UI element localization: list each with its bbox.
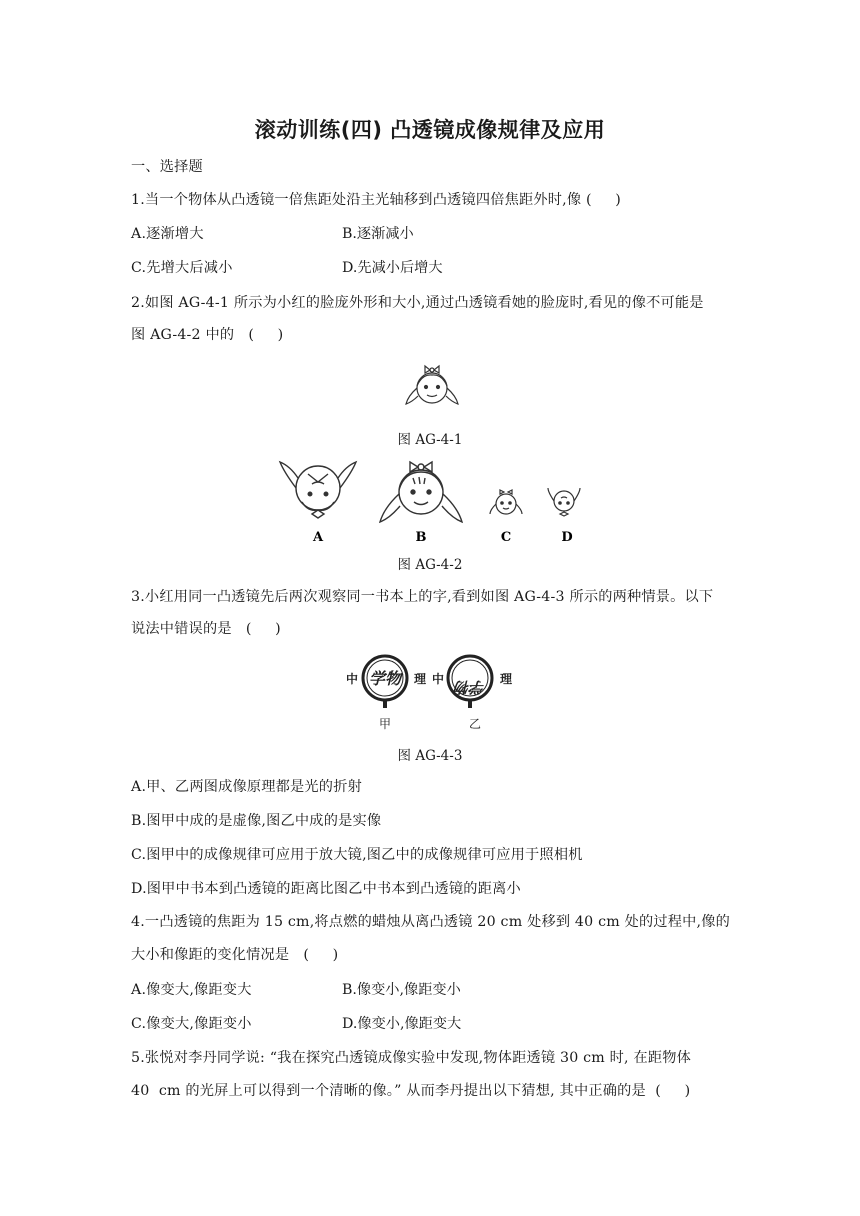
question-2-stem-line2: 图 AG-4-2 中的 ( ) — [131, 327, 284, 343]
q3-option-a: A.甲、乙两图成像原理都是光的折射 — [131, 779, 362, 795]
question-4-stem-line1: 4.一凸透镜的焦距为 15 cm,将点燃的蜡烛从离凸透镜 20 cm 处移到 40 cm 处的过程中,像的 — [131, 914, 731, 930]
q4-option-d: D.像变小,像距变大 — [342, 1016, 462, 1032]
q4-option-a: A.像变大,像距变大 — [131, 982, 252, 998]
q3-option-d: D.图甲中书本到凸透镜的距离比图乙中书本到凸透镜的距离小 — [131, 881, 521, 897]
section-heading: 一、选择题 — [131, 159, 203, 175]
text-right-char-1: 理 — [414, 672, 427, 686]
label-yi: 乙 — [468, 717, 482, 731]
text-left-char-2: 中 — [432, 672, 445, 686]
label-jia: 甲 — [378, 717, 392, 731]
figure-ag-4-3-caption: 图 AG-4-3 — [397, 748, 463, 764]
magnified-text-yi-inverted: 学物 — [454, 678, 486, 696]
q1-option-a: A.逐渐增大 — [131, 226, 204, 242]
question-3-stem-line2: 说法中错误的是 ( ) — [131, 621, 281, 637]
q1-option-d: D.先减小后增大 — [342, 260, 443, 276]
page-title: 滚动训练(四) 凸透镜成像规律及应用 — [254, 118, 606, 142]
figure-ag-4-1-caption: 图 AG-4-1 — [397, 432, 463, 448]
q1-option-b: B.逐渐减小 — [342, 226, 414, 242]
q1-option-c: C.先增大后减小 — [131, 260, 233, 276]
magnified-text-jia: 学物 — [368, 669, 402, 688]
q3-option-c: C.图甲中的成像规律可应用于放大镜,图乙中的成像规律可应用于照相机 — [131, 847, 583, 863]
option-a-upside-down-face — [280, 462, 356, 518]
option-b-label: B — [415, 530, 427, 544]
q4-option-c: C.像变大,像距变小 — [131, 1016, 252, 1032]
text-right-char-2: 理 — [500, 672, 513, 686]
option-d-label: D — [561, 530, 573, 544]
option-c-small-face — [490, 490, 522, 514]
question-1-stem: 1.当一个物体从凸透镜一倍焦距处沿主光轴移到凸透镜四倍焦距外时,像 ( ) — [131, 192, 622, 208]
option-c-label: C — [500, 530, 512, 544]
figure-ag-4-2-caption: 图 AG-4-2 — [397, 557, 463, 573]
image-options-figure — [272, 452, 592, 544]
magnifier-figure — [340, 650, 520, 734]
question-5-stem-line2: 40 cm 的光屏上可以得到一个清晰的像。” 从而李丹提出以下猜想, 其中正确的是 ( ) — [131, 1083, 691, 1099]
girl-face-figure — [400, 358, 464, 414]
option-b-large-face — [380, 462, 462, 522]
option-a-label: A — [312, 530, 324, 544]
question-2-stem-line1: 2.如图 AG-4-1 所示为小红的脸庞外形和大小,通过凸透镜看她的脸庞时,看见的像不可能是 — [131, 295, 704, 311]
question-4-stem-line2: 大小和像距的变化情况是 ( ) — [131, 947, 339, 963]
option-d-small-inverted-face — [548, 488, 580, 516]
text-left-char-1: 中 — [346, 672, 359, 686]
q3-option-b: B.图甲中成的是虚像,图乙中成的是实像 — [131, 813, 382, 829]
question-3-stem-line1: 3.小红用同一凸透镜先后两次观察同一书本上的字,看到如图 AG-4-3 所示的两种情景。以下 — [131, 589, 714, 605]
question-5-stem-line1: 5.张悦对李丹同学说: “我在探究凸透镜成像实验中发现,物体距透镜 30 cm 时, 在距物体 — [131, 1050, 691, 1066]
q4-option-b: B.像变小,像距变小 — [342, 982, 461, 998]
